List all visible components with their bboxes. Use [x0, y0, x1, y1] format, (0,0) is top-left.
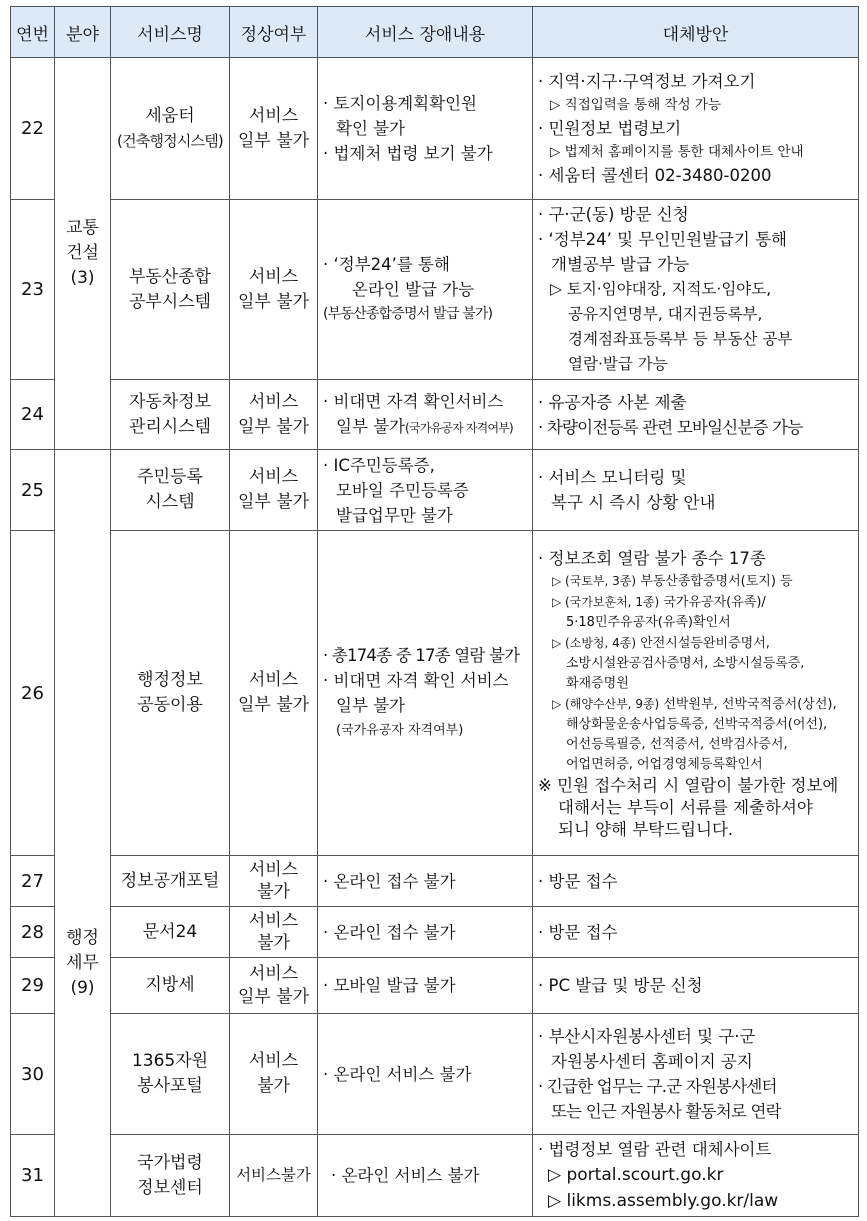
row-number: 30 [11, 1014, 55, 1135]
row-number: 28 [11, 907, 55, 958]
alternative-plan: · 정보조회 열람 불가 종수 17종 ▷ (국토부, 3종) 부동산종합증명서(토지) 등 ▷ (국가보훈처, 1종) 국가유공자(유족)/ 5·18민주유공자(유족)확인서 ▷ (소방청, 4종) 안전시설등완비증명서, 소방시설완공검사증명서, 소방시설등록증, 화재증명원 ▷ (해양수산부, 9종) 선박원부, 선박국적증서(상선), 해상화물운송사업등록증, 선박국적증서(어선), 어선등록필증, 선적증서, 선박검사증서, 어업면허증, 어업경영체등록확인서 ※ 민원 접수처리 시 열람이 불가한 정보에 대해서는 부득이 서류를 제출하셔야 되니 양해 부탁드립니다. [533, 531, 859, 856]
issue-description: · IC주민등록증, 모바일 주민등록증 발급업무만 불가 [318, 450, 533, 531]
row-number: 23 [11, 200, 55, 380]
table-row [11, 1014, 859, 1135]
service-name: 주민등록 시스템 [111, 450, 230, 531]
service-status: 서비스 일부 불가 [230, 58, 318, 200]
issue-description: · 온라인 접수 불가 [318, 907, 533, 958]
table-row [11, 380, 859, 450]
service-name: 부동산종합 공부시스템 [111, 200, 230, 380]
header-issue: 서비스 장애내용 [318, 7, 533, 58]
table-row [11, 856, 859, 907]
alternative-plan: · 유공자증 사본 제출 · 차량이전등록 관련 모바일신분증 가능 [533, 380, 859, 450]
header-no: 연번 [11, 7, 55, 58]
alternative-plan: · 방문 접수 [533, 856, 859, 907]
service-name: 세움터 (건축행정시스템) [111, 58, 230, 200]
service-status: 서비스 일부 불가 [230, 380, 318, 450]
service-name: 지방세 [111, 958, 230, 1014]
issue-description: · 모바일 발급 불가 [318, 958, 533, 1014]
row-number: 24 [11, 380, 55, 450]
row-number: 22 [11, 58, 55, 200]
table-row [11, 200, 859, 380]
header-row [11, 7, 859, 58]
row-number: 29 [11, 958, 55, 1014]
issue-description: · 토지이용계획확인원 확인 불가 · 법제처 법령 보기 불가 [318, 58, 533, 200]
table-row [11, 907, 859, 958]
table-row [11, 1135, 859, 1217]
alternative-plan: · 부산시자원봉사센터 및 구·군 자원봉사센터 홈페이지 공지 · 긴급한 업무는 구.군 자원봉사센터 또는 인근 자원봉사 활동처로 연락 [533, 1014, 859, 1135]
service-name: 행정정보 공동이용 [111, 531, 230, 856]
alternative-plan: · 서비스 모니터링 및 복구 시 즉시 상황 안내 [533, 450, 859, 531]
issue-description: · 온라인 서비스 불가 [318, 1014, 533, 1135]
table-row [11, 531, 859, 856]
service-status: 서비스 불가 [230, 907, 318, 958]
issue-description: · 총174종 중 17종 열람 불가 · 비대면 자격 확인 서비스 일부 불가 (국가유공자 자격여부) [318, 531, 533, 856]
alternative-plan: · PC 발급 및 방문 신청 [533, 958, 859, 1014]
service-status: 서비스 불가 [230, 856, 318, 907]
header-service: 서비스명 [111, 7, 230, 58]
alternative-plan: · 구·군(동) 방문 신청 · ‘정부24’ 및 무인민원발급기 통해 개별공부 발급 가능 ▷ 토지·임야대장, 지적도·임야도, 공유지연명부, 대지권등록부, 경계점좌표등록부 등 부동산 공부 열람·발급 가능 [533, 200, 859, 380]
service-status: 서비스 일부 불가 [230, 200, 318, 380]
row-number: 27 [11, 856, 55, 907]
field-transport: 교통 건설 (3) [55, 58, 111, 450]
header-status: 정상여부 [230, 7, 318, 58]
issue-description: · ‘정부24’를 통해 온라인 발급 가능 (부동산종합증명서 발급 불가) [318, 200, 533, 380]
field-admin: 행정 세무 (9) [55, 450, 111, 1217]
service-name: 정보공개포털 [111, 856, 230, 907]
alternative-plan: · 법령정보 열람 관련 대체사이트 ▷ portal.scourt.go.kr ▷ likms.assembly.go.kr/law [533, 1135, 859, 1217]
table-row [11, 450, 859, 531]
alternative-plan: · 지역·지구·구역정보 가져오기 ▷ 직접입력을 통해 작성 가능 · 민원정보 법령보기 ▷ 법제처 홈페이지를 통한 대체사이트 안내 · 세움터 콜센터 02-3480-0200 [533, 58, 859, 200]
row-number: 25 [11, 450, 55, 531]
service-name: 자동차정보 관리시스템 [111, 380, 230, 450]
issue-description: · 온라인 접수 불가 [318, 856, 533, 907]
service-name: 문서24 [111, 907, 230, 958]
service-name: 국가법령 정보센터 [111, 1135, 230, 1217]
issue-description: · 온라인 서비스 불가 [318, 1135, 533, 1217]
service-name: 1365자원 봉사포털 [111, 1014, 230, 1135]
service-status: 서비스 일부 불가 [230, 958, 318, 1014]
header-field: 분야 [55, 7, 111, 58]
table-row [11, 58, 859, 200]
service-outage-table [10, 6, 859, 1217]
alternative-plan: · 방문 접수 [533, 907, 859, 958]
header-alternative: 대체방안 [533, 7, 859, 58]
table-row [11, 958, 859, 1014]
issue-description: · 비대면 자격 확인서비스 일부 불가(국가유공자 자격여부) [318, 380, 533, 450]
row-number: 31 [11, 1135, 55, 1217]
row-number: 26 [11, 531, 55, 856]
service-status: 서비스 불가 [230, 1014, 318, 1135]
service-status: 서비스불가 [230, 1135, 318, 1217]
service-status: 서비스 일부 불가 [230, 531, 318, 856]
service-status: 서비스 일부 불가 [230, 450, 318, 531]
